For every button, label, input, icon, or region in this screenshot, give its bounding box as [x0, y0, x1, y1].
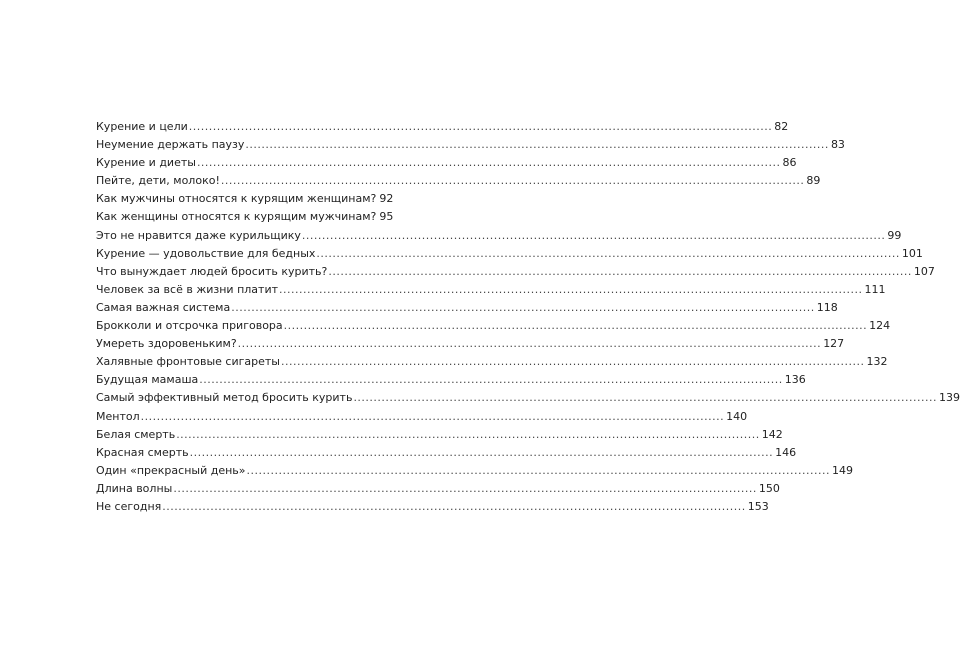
toc-entry-page: 136 [784, 373, 806, 387]
toc-entry-title: Что вынуждает людей бросить курить? [96, 264, 328, 278]
dot-leader [281, 355, 865, 368]
toc-entry-page: 83 [830, 138, 845, 152]
toc-entry [96, 499, 769, 518]
toc-entry-page: 153 [747, 499, 769, 513]
toc-entry-page: 107 [913, 264, 935, 278]
toc-entry-page: 146 [775, 445, 797, 459]
table-of-contents [96, 120, 960, 518]
dot-leader [199, 373, 783, 386]
toc-entry [96, 355, 888, 373]
toc-entry [96, 138, 845, 156]
toc-entry-title: Это не нравится даже курильщику [96, 228, 301, 242]
dot-leader [316, 247, 900, 260]
toc-entry-title: Ментол [96, 409, 140, 423]
toc-entry-page: 86 [782, 156, 797, 170]
toc-entry-title: Самая важная система [96, 300, 231, 314]
toc-entry [96, 264, 935, 283]
toc-entry-page: 118 [816, 300, 838, 314]
toc-entry-page: 111 [864, 282, 886, 296]
toc-entry-title: Самый эффективный метод бросить курить [96, 391, 353, 405]
toc-entry [96, 210, 394, 228]
dot-leader [162, 500, 746, 513]
dot-leader [197, 156, 781, 169]
toc-entry [96, 300, 838, 319]
toc-entry-page: 95 [379, 210, 394, 224]
toc-entry [96, 391, 960, 409]
toc-entry-page: 101 [901, 246, 923, 260]
toc-entry-page: 89 [806, 174, 821, 188]
toc-entry-title: Белая смерть [96, 427, 176, 441]
toc-entry-title: Будущая мамаша [96, 373, 199, 387]
dot-leader [302, 229, 886, 242]
dot-leader [245, 138, 829, 151]
toc-entry [96, 373, 806, 391]
toc-entry-title: Как женщины относятся к курящим мужчинам? [96, 210, 377, 224]
toc-entry-page: 149 [832, 463, 854, 477]
toc-entry-page: 142 [761, 427, 783, 441]
dot-leader [238, 337, 822, 350]
dot-leader [221, 174, 805, 187]
toc-entry-page: 127 [823, 337, 845, 351]
toc-entry [96, 228, 902, 247]
toc-entry-title: Курение и цели [96, 120, 188, 133]
toc-entry-title: Один «прекрасный день» [96, 463, 246, 477]
toc-entry-title: Умереть здоровеньким? [96, 337, 237, 351]
toc-entry-title: Пейте, дети, молоко! [96, 174, 220, 188]
dot-leader [141, 410, 725, 423]
toc-entry [96, 120, 789, 138]
toc-entry-page: 132 [866, 355, 888, 369]
toc-entry-page: 150 [758, 481, 780, 495]
dot-leader [247, 464, 831, 477]
toc-entry-page: 139 [938, 391, 960, 405]
toc-entry [96, 319, 891, 337]
dot-leader [353, 391, 937, 404]
dot-leader [231, 301, 815, 314]
toc-entry [96, 481, 780, 500]
toc-entry-page: 124 [869, 319, 891, 333]
toc-entry [96, 445, 797, 464]
toc-entry-title: Курение и диеты [96, 156, 196, 170]
toc-entry-title: Не сегодня [96, 499, 162, 513]
toc-entry-title: Человек за всё в жизни платит [96, 282, 278, 296]
dot-leader [173, 482, 757, 495]
toc-entry [96, 156, 797, 174]
dot-leader [176, 428, 760, 441]
toc-entry-title: Курение — удовольствие для бедных [96, 246, 316, 260]
toc-entry-title: Длина волны [96, 481, 173, 495]
toc-entry [96, 463, 854, 482]
toc-entry-page: 82 [774, 120, 789, 133]
toc-entry-page: 140 [726, 409, 748, 423]
toc-entry [96, 409, 748, 428]
dot-leader [328, 265, 912, 278]
toc-entry [96, 174, 821, 192]
toc-entry [96, 246, 923, 265]
dot-leader [284, 319, 868, 332]
toc-entry-title: Как мужчины относятся к курящим женщинам? [96, 192, 377, 206]
toc-entry-page: 99 [887, 228, 902, 242]
toc-entry [96, 337, 845, 355]
dot-leader [279, 283, 863, 296]
toc-entry-title: Халявные фронтовые сигареты [96, 355, 280, 369]
toc-entry [96, 282, 886, 301]
toc-entry-title: Неумение держать паузу [96, 138, 245, 152]
dot-leader [190, 446, 774, 459]
toc-entry-page: 92 [379, 192, 394, 206]
toc-entry [96, 427, 783, 446]
toc-entry [96, 192, 394, 210]
toc-entry-title: Красная смерть [96, 445, 189, 459]
dot-leader [189, 120, 773, 133]
toc-entry-title: Брокколи и отсрочка приговора [96, 319, 283, 333]
